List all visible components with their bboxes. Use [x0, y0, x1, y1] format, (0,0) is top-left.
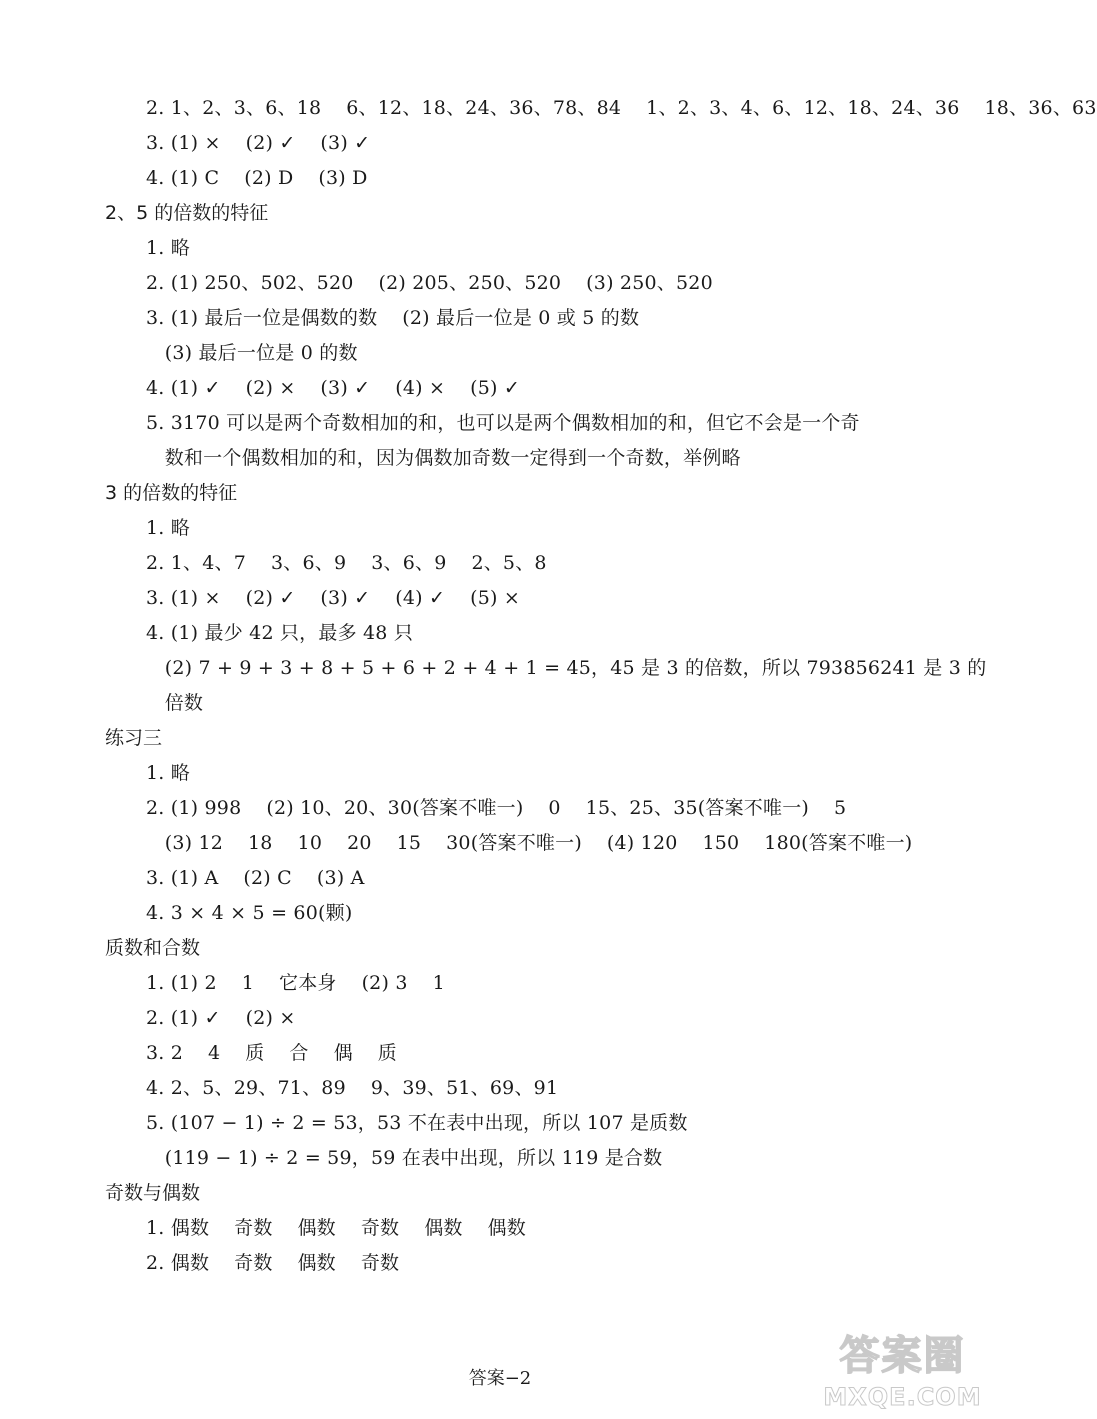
- answer-line: 3. (1) × (2) ✓ (3) ✓ (4) ✓ (5) ×: [146, 587, 520, 609]
- answer-line: 5. (107 − 1) ÷ 2 = 53，53 不在表中出现，所以 107 是质数: [146, 1112, 688, 1134]
- watermark-site: MXQE.COM: [823, 1383, 982, 1411]
- answer-line: (3) 最后一位是 0 的数: [146, 342, 358, 364]
- section-heading: 3 的倍数的特征: [105, 482, 238, 504]
- answer-line: 3. (1) A (2) C (3) A: [146, 867, 365, 889]
- answer-line: 2. 偶数 奇数 偶数 奇数: [146, 1252, 400, 1274]
- answer-line: 2. 1、4、7 3、6、9 3、6、9 2、5、8: [146, 552, 547, 574]
- answer-line: 1. 略: [146, 762, 190, 784]
- answer-line: 数和一个偶数相加的和，因为偶数加奇数一定得到一个奇数，举例略: [146, 447, 741, 469]
- answer-line: 4. (1) ✓ (2) × (3) ✓ (4) × (5) ✓: [146, 377, 520, 399]
- watermark-logo: [810, 1330, 995, 1414]
- answer-line: 2. (1) 250、502、520 (2) 205、250、520 (3) 250、520: [146, 272, 713, 294]
- answer-line: 4. (1) 最少 42 只，最多 48 只: [146, 622, 414, 644]
- answer-line: 1. (1) 2 1 它本身 (2) 3 1: [146, 972, 445, 994]
- watermark-title: 答案圈: [839, 1333, 966, 1379]
- answer-line: 2. 1、2、3、6、18 6、12、18、24、36、78、84 1、2、3、4、6、12、18、24、36 18、36、63: [146, 97, 1097, 119]
- answer-line: 1. 略: [146, 517, 190, 539]
- section-heading: 奇数与偶数: [105, 1182, 201, 1204]
- answer-line: 5. 3170 可以是两个奇数相加的和，也可以是两个偶数相加的和，但它不会是一个奇: [146, 412, 860, 434]
- answer-line: (2) 7 + 9 + 3 + 8 + 5 + 6 + 2 + 4 + 1 = 45，45 是 3 的倍数，所以 793856241 是 3 的: [146, 657, 987, 679]
- answer-line: 3. 2 4 质 合 偶 质: [146, 1042, 397, 1064]
- answer-line: 4. 2、5、29、71、89 9、39、51、69、91: [146, 1077, 559, 1099]
- answer-line: 3. (1) × (2) ✓ (3) ✓: [146, 132, 371, 154]
- answer-line: 2. (1) ✓ (2) ×: [146, 1007, 296, 1029]
- answer-line: 4. 3 × 4 × 5 = 60(颗): [146, 902, 353, 924]
- answer-line: (119 − 1) ÷ 2 = 59，59 在表中出现，所以 119 是合数: [146, 1147, 663, 1169]
- answer-line: (3) 12 18 10 20 15 30(答案不唯一) (4) 120 150 180(答案不唯一): [146, 832, 913, 854]
- section-heading: 质数和合数: [105, 937, 201, 959]
- answer-line: 1. 略: [146, 237, 190, 259]
- section-heading: 2、5 的倍数的特征: [105, 202, 269, 224]
- answer-line: 3. (1) 最后一位是偶数的数 (2) 最后一位是 0 或 5 的数: [146, 307, 640, 329]
- page-number: 答案−2: [468, 1368, 532, 1389]
- answer-line: 4. (1) C (2) D (3) D: [146, 167, 368, 189]
- answer-line: 2. (1) 998 (2) 10、20、30(答案不唯一) 0 15、25、35(答案不唯一) 5: [146, 797, 847, 819]
- answer-line: 1. 偶数 奇数 偶数 奇数 偶数 偶数: [146, 1217, 526, 1239]
- answer-line: 倍数: [146, 692, 204, 714]
- section-heading: 练习三: [105, 727, 163, 749]
